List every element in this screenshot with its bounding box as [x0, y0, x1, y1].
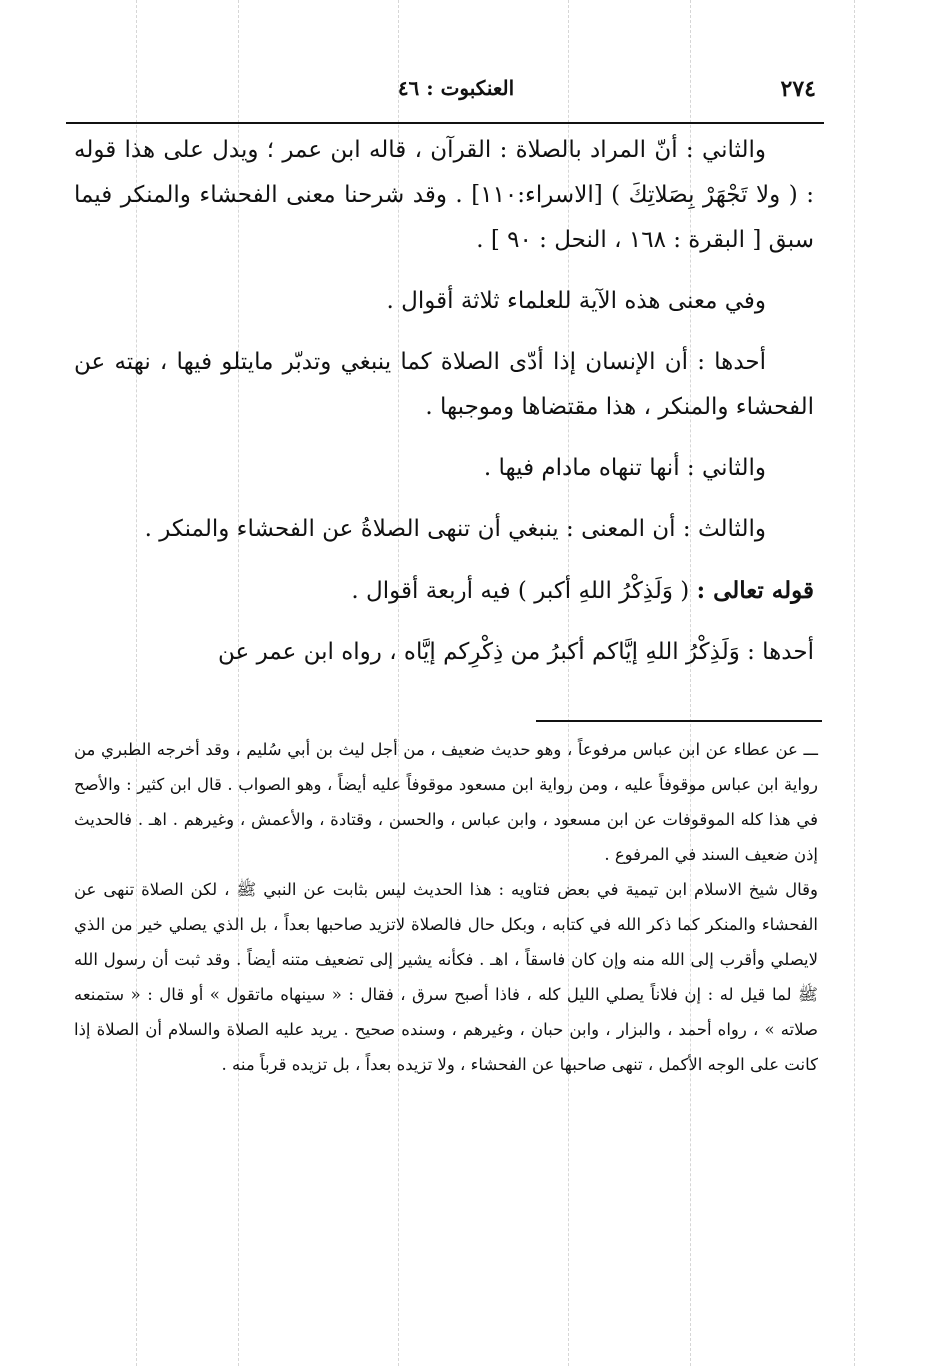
paragraph: أحدها : أن الإنسان إذا أدّى الصلاة كما ينبغي وتدبّر مايتلو فيها ، نهته عن الفحشاء والمنكر ، هذا مقتضاها وموجبها .	[74, 349, 814, 420]
footnote-paragraph: وقال شيخ الاسلام ابن تيمية في بعض فتاويه : هذا الحديث ليس بثابت عن النبي ﷺ ، لكن الصلاة تنهى عن الفحشاء والمنكر كما ذكر الله في كتابه ، وبكل حال فالصلاة لاتزيد صاحبها بعداً ، بل الذي يصلي خير من الذي لايصلي وأقرب إلى الله منه وإن كان فاسقاً ، اهـ . فكأنه يشير إلى تضعيف متنه أيضاً . وقد ثبت أن رسول الله ﷺ لما قيل له : إن فلاناً يصلي الليل كله ، فاذا أصبح سرق ، فقال : « سينهاه ماتقول » أو قال : « ستمنعه صلاته » ، رواه أحمد ، والبزار ، وابن حبان ، وغيرهم ، وسنده صحيح . يريد عليه الصلاة والسلام أن الصلاة إذا كانت على الوجه الأكمل ، تنهى صاحبها عن الفحشاء ، ولا تزيده بعداً ، بل تزيده قرباً منه .	[74, 880, 818, 1074]
paragraph: وفي معنى هذه الآية للعلماء ثلاثة أقوال .	[386, 288, 766, 314]
paragraph	[74, 568, 814, 614]
verse-text: ( وَلَذِكْرُ اللهِ أكبر ) فيه أربعة أقوال .	[351, 578, 690, 604]
paragraph: والثاني : أنّ المراد بالصلاة : القرآن ، قاله ابن عمر ؛ ويدل على هذا قوله : ( ولا تَجْهَرْ بِصَلاتِكَ ) [الاسراء:١١٠] . وقد شرحنا معنى الفحشاء والمنكر فيما سبق [ البقرة : ١٦٨ ، النحل : ٩٠ ] .	[74, 137, 814, 253]
page-header	[66, 72, 816, 120]
paragraph: أحدها : وَلَذِكْرُ اللهِ إيَّاكم أكبرُ من ذِكْرِكم إيَّاه ، رواه ابن عمر عن	[218, 639, 814, 665]
footnotes	[74, 732, 818, 1082]
header-rule	[66, 122, 824, 124]
paragraph: والثالث : أن المعنى : ينبغي أن تنهى الصلاةُ عن الفحشاء والمنكر .	[144, 516, 766, 542]
paragraph: والثاني : أنها تنهاه مادام فيها .	[483, 455, 766, 481]
footnote-rule	[536, 720, 822, 722]
main-text	[74, 128, 814, 675]
page-number: ٢٧٤	[780, 76, 816, 102]
scan-line	[854, 0, 855, 1366]
running-head: العنكبوت : ٤٦	[397, 76, 515, 100]
verse-lead: قوله تعالى :	[696, 577, 814, 604]
footnote-paragraph: ـــ عن عطاء عن ابن عباس مرفوعاً ، وهو حديث ضعيف ، من أجل ليث بن أبي سُليم ، وقد أخرجه الطبري من رواية ابن عباس موقوفاً عليه ، ومن رواية ابن مسعود موقوفاً عليه أيضاً ، وهو الصواب . قال ابن كثير : والأصح في هذا كله الموقوفات عن ابن مسعود ، وابن عباس ، والحسن ، وقتادة ، والأعمش ، وغيرهم . اهـ . فالحديث إذن ضعيف السند في المرفوع .	[74, 740, 818, 864]
